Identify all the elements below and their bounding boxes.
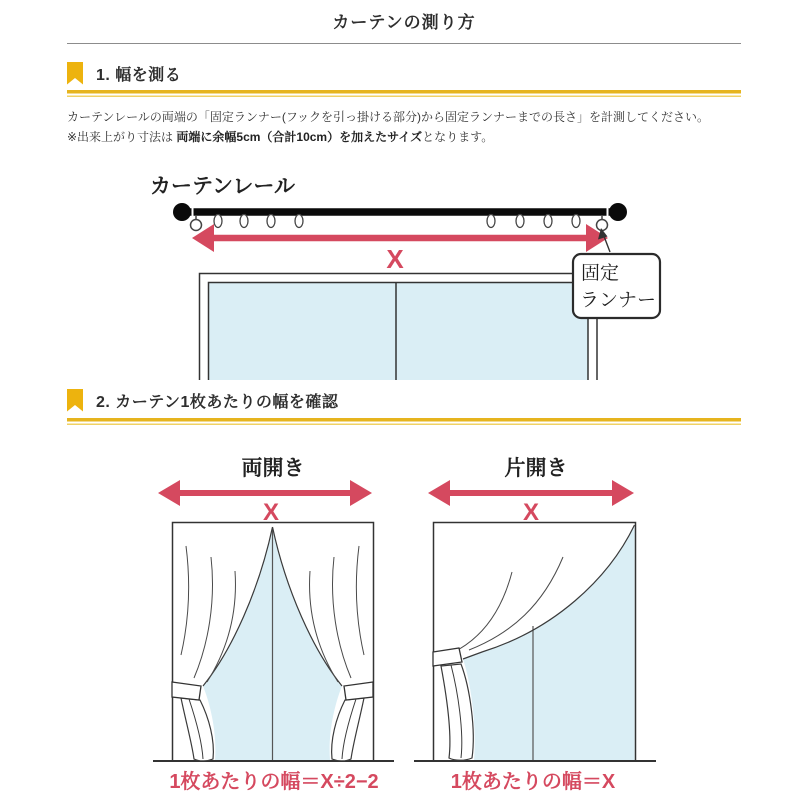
rail-rings — [214, 215, 580, 228]
bookmark-icon — [67, 389, 83, 412]
window — [200, 274, 598, 381]
section1-heading-row — [67, 61, 181, 85]
tieback — [433, 648, 462, 666]
callout-line1: 固定 — [581, 263, 620, 284]
double-opening-diagram — [153, 457, 394, 793]
panel-width-diagrams-main — [0, 440, 800, 800]
measure-label-x: X — [522, 499, 540, 526]
fixed-runner-callout — [573, 254, 660, 318]
rail-label: カーテンレール — [150, 175, 296, 198]
rail-diagram — [0, 160, 800, 380]
rail-end-cap-left — [173, 203, 191, 221]
section1-title: 1. 幅を測る — [96, 66, 182, 84]
fixed-runner-left — [191, 220, 202, 231]
measure-label-x: X — [386, 244, 404, 274]
glass-opening — [463, 525, 635, 760]
body-line1: カーテンレールの両端の「固定ランナー(フックを引っ掛ける部分)から固定ランナーまでの長さ」を計測してください。 — [67, 110, 710, 124]
section2-yellow-rule — [67, 418, 741, 426]
formula-single: 1枚あたりの幅＝X — [450, 771, 616, 793]
single-opening-title: 片開き — [504, 457, 568, 480]
fixed-runner-right — [597, 220, 608, 231]
section2-title: 2. カーテン1枚あたりの幅を確認 — [96, 393, 339, 411]
body-line2-prefix: ※出来上がり寸法は — [67, 130, 177, 144]
section2-heading-row — [67, 388, 338, 412]
section1-yellow-rule — [67, 90, 741, 98]
body-line2-suffix: となります。 — [422, 130, 494, 144]
single-opening-diagram — [414, 456, 656, 793]
rail-end-cap-right — [609, 203, 627, 221]
section1-body-text — [67, 107, 709, 147]
formula-double: 1枚あたりの幅＝X÷2−2 — [169, 771, 379, 793]
callout-line2: ランナー — [580, 290, 657, 311]
bookmark-icon — [67, 62, 83, 85]
page-title: カーテンの測り方 — [332, 13, 476, 32]
double-opening-title: 両開き — [241, 457, 305, 480]
measure-label-x: X — [262, 499, 280, 526]
title-divider — [67, 43, 741, 44]
body-line2-bold: 両端に余幅5cm（合計10cm）を加えたサイズ — [176, 130, 423, 144]
